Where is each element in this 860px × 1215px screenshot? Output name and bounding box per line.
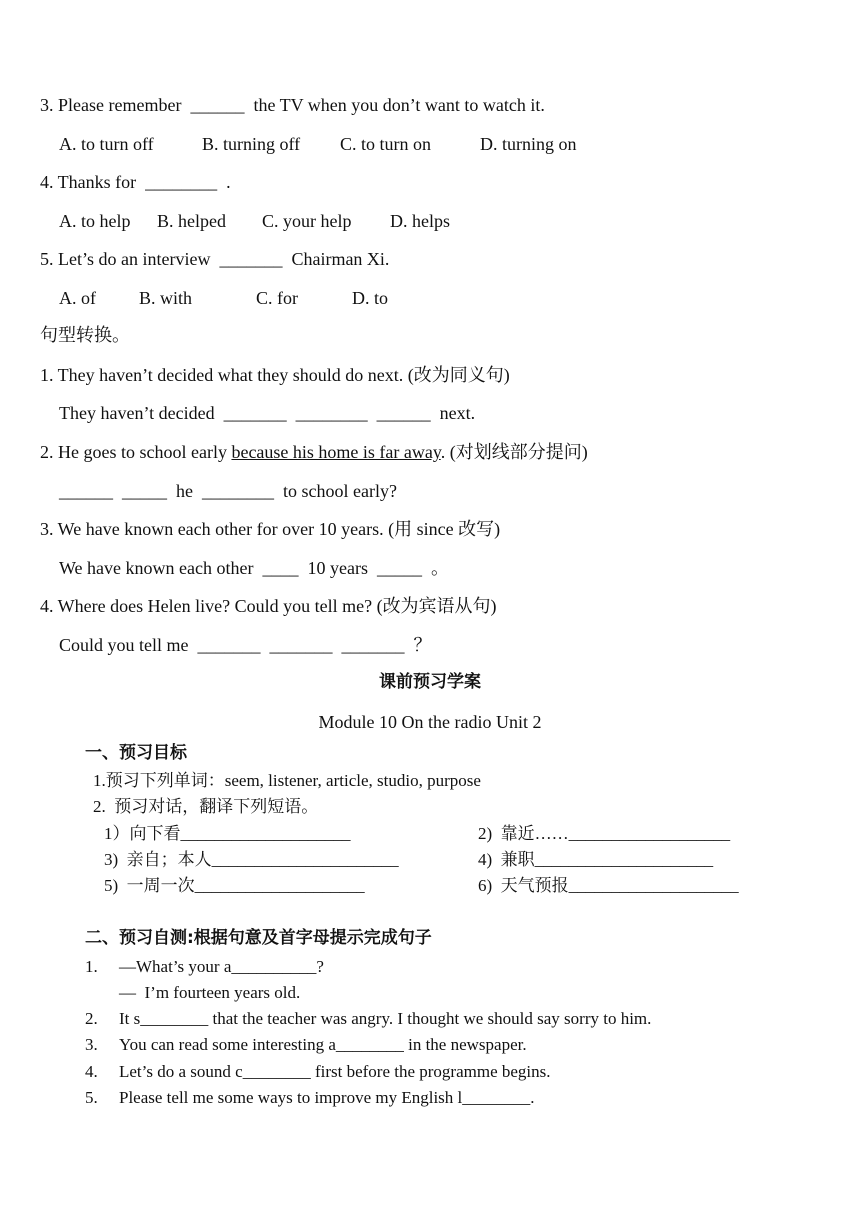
section2-heading: 二、预习自测:根据句意及首字母提示完成句子 [85,928,432,948]
question-5: 5. Let’s do an interview _______ Chairman Xi. [40,249,390,269]
underlined-phrase: because his home is far away [231,442,441,462]
phrase-item: 4) 兼职_____________________ [478,850,714,869]
fill-sentence: It s________ that the teacher was angry. I thought we should say sorry to him. [119,1009,652,1028]
option-4b: B. helped [157,211,226,231]
item-number: 3. [85,1035,98,1054]
option-5d: D. to [352,288,388,308]
phrase-item: 2) 靠近……___________________ [478,824,731,843]
section1-instruction: 2. 预习对话，翻译下列短语。 [93,797,319,816]
transform-question-text: 3. We have known each other for over 10 years. (用 since 改写) [40,519,501,539]
transform-answer-3: We have known each other ____ 10 years _____ 。 [59,558,449,578]
transform-question-2 [40,443,588,461]
phrase-item: 6) 天气预报____________________ [478,876,739,895]
transform-question-3 [40,520,500,538]
option-5a: A. of [59,288,96,308]
option-3b: B. turning off [202,134,301,154]
item-number: 1. [85,957,98,976]
option-4c: C. your help [262,211,352,231]
fill-sentence: Let’s do a sound c________ first before the programme begins. [119,1062,551,1081]
question-3: 3. Please remember ______ the TV when you don’t want to watch it. [40,95,545,115]
transform-question-4 [40,597,497,615]
preview-title: 课前预习学案 [379,672,481,692]
transform-question-note: . (对划线部分提问) [440,442,588,462]
item-number: 4. [85,1062,98,1081]
option-5c: C. for [256,288,298,308]
fill-sentence: — I’m fourteen years old. [119,983,301,1002]
transform-answer-4: Could you tell me _______ _______ _______ ？ [59,635,432,655]
transform-answer-2: ______ _____ he ________ to school early? [59,481,397,501]
phrase-item: 3) 亲自；本人______________________ [104,850,399,869]
transform-answer-1: They haven’t decided _______ ________ ______ next. [59,403,476,423]
preview-subtitle: Module 10 On the radio Unit 2 [318,712,542,732]
section1-words: 1.预习下列单词：seem, listener, article, studio, purpose [93,771,481,790]
option-5b: B. with [139,288,193,308]
item-number: 2. [85,1009,98,1028]
question-4: 4. Thanks for ________ . [40,172,231,192]
option-3c: C. to turn on [340,134,432,154]
option-3a: A. to turn off [59,134,154,154]
phrase-item: 5) 一周一次____________________ [104,876,365,895]
transform-question-1 [40,366,510,384]
transform-heading: 句型转换。 [40,325,130,345]
transform-question-text: 4. Where does Helen live? Could you tell me? (改为宾语从句) [40,596,497,616]
option-4d: D. helps [390,211,450,231]
section1-heading: 一、预习目标 [85,743,187,763]
fill-sentence: —What’s your a__________? [119,957,324,976]
item-number: 5. [85,1088,98,1107]
option-3d: D. turning on [480,134,577,154]
fill-sentence: You can read some interesting a________ in the newspaper. [119,1035,527,1054]
transform-question-text: 2. He goes to school early [40,442,232,462]
fill-sentence: Please tell me some ways to improve my English l________. [119,1088,535,1107]
phrase-item: 1）向下看____________________ [104,824,351,843]
option-4a: A. to help [59,211,131,231]
transform-question-text: 1. They haven’t decided what they should do next. (改为同义句) [40,365,510,385]
